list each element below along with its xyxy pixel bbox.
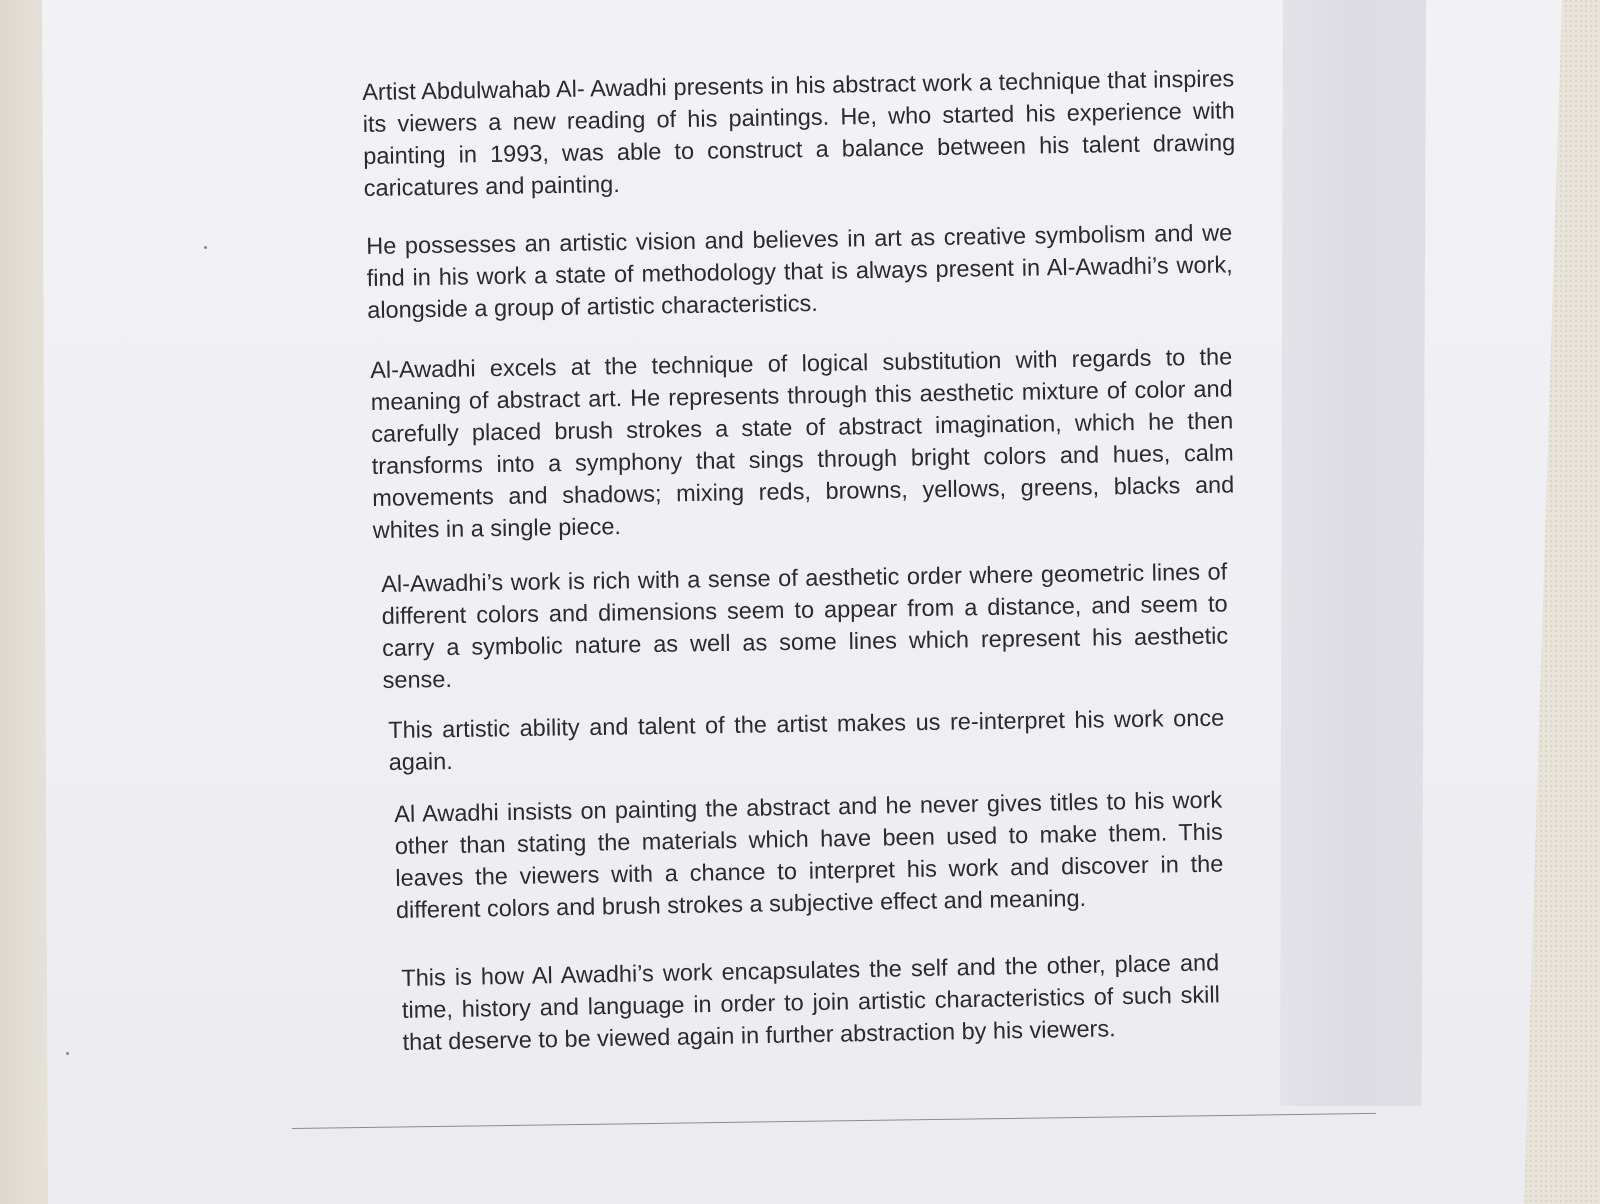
paragraph-titles: Al Awadhi insists on painting the abstract and he never gives titles to his work other than stating the materials which have been used to make them. This leaves the viewers with a chance to interpret his work and discover in the different colors and brush strokes a subjective effect and meaning. — [394, 786, 1224, 923]
paragraph-intro: Artist Abdulwahab Al- Awadhi presents in his abstract work a technique that inspires its viewers a new reading of his paintings. He, who started his experience with painting in 1993, was able to construct a balance between his talent drawing caricatures and painting. — [362, 65, 1236, 201]
paragraph-artistic-vision: He possesses an artistic vision and believes in art as creative symbolism and we find in his work a state of methodology that is always present in Al-Awadhi’s work, alongside a group of artistic characteristics. — [366, 219, 1233, 323]
paragraph-reinterpret: This artistic ability and talent of the artist makes us re-interpret his work once again. — [388, 704, 1225, 775]
paragraph-aesthetic-order: Al-Awadhi’s work is rich with a sense of aesthetic order where geometric lines of different colors and dimensions seem to appear from a distance, and seem to carry a symbolic nature as well as some lines which represent his aesthetic sense. — [381, 558, 1229, 693]
paragraph-conclusion: This is how Al Awadhi’s work encapsulates the self and the other, place and time, history and language in order to join artistic characteristics of such skill that deserve to be viewed again in further abstraction by his viewers. — [401, 949, 1221, 1055]
paper-speck — [66, 1052, 69, 1055]
paper-speck — [204, 246, 207, 249]
paragraph-technique: Al-Awadhi excels at the technique of logical substitution with regards to the meaning of abstract art. He represents through this aesthetic mixture of color and carefully placed brush strokes a state of abstract imagination, which he then transforms into a symphony that sings through bright colors and hues, calm movements and shadows; mixing reds, browns, yellows, greens, blacks and whites in a single piece. — [370, 343, 1235, 543]
